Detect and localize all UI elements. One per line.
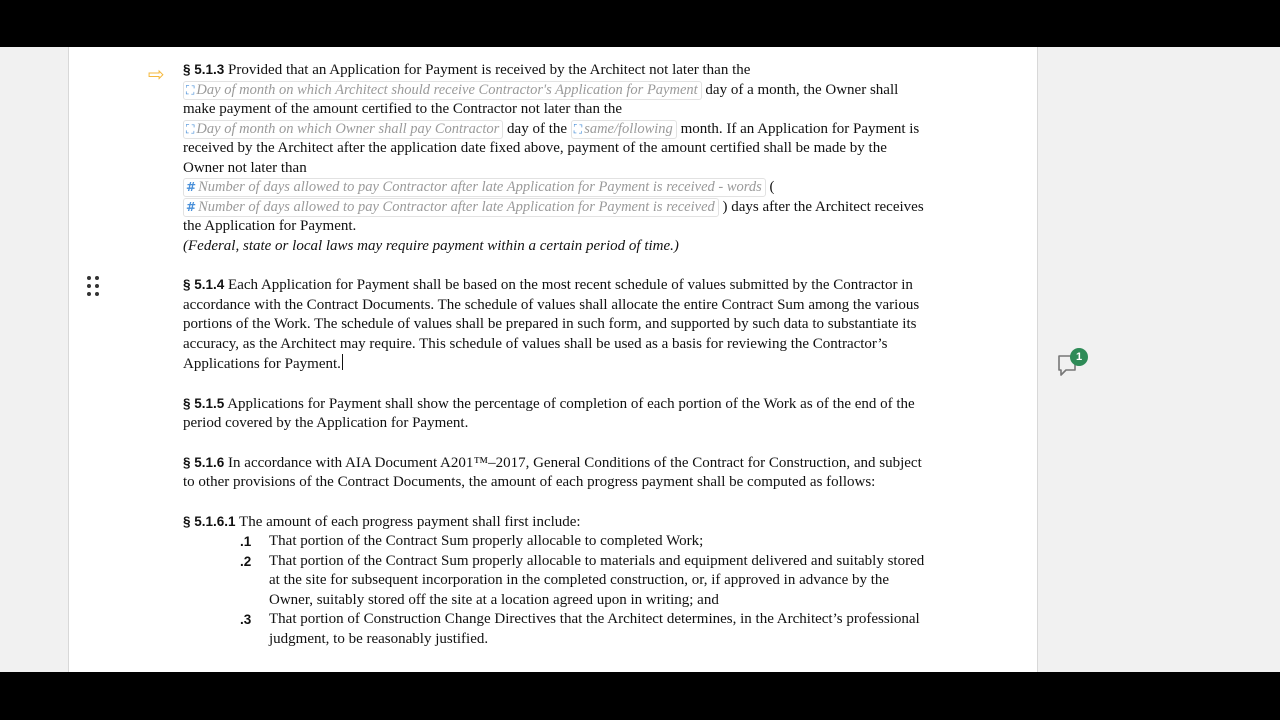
field-icon: ⛶ — [573, 121, 583, 136]
list-item: .2 That portion of the Contract Sum properly allocable to materials and equipment delivered and suitably stored at the site for subsequent incorporation in the completed construction, or, if approved in advance by the Owner, suitably stored off the site at a location agreed upon in writing; and — [240, 552, 925, 608]
section-5-1-6-1: § 5.1.6.1 The amount of each progress payment shall first include: .1 That portion of the Contract Sum properly allocable to completed Work; .2 That portion of the Contract Sum properly allocable to materials and equipment delivered and suitably stored at the site for subsequent incorporation in the completed construction, or, if approved in advance by the Owner, suitably stored off the site at a location agreed upon in writing; and .3 That portion of Construction Change Directives that the Architect determines, in the Architect’s professional judgment, to be reasonably justified. — [183, 512, 928, 650]
list-item: .3 That portion of Construction Change Directives that the Architect determines, in the Architect’s professional judgment, to be reasonably justified. — [240, 611, 920, 647]
field-day-architect-receives[interactable]: ⛶ Day of month on which Architect should receive Contractor's Application for Payment — [183, 81, 702, 100]
section-5-1-6: § 5.1.6 In accordance with AIA Document A201™–2017, General Conditions of the Contract for Construction, and subject to other provisions of the Contract Documents, the amount of each progress payment shall be computed as follows: — [183, 454, 922, 490]
section-5-1-4: § 5.1.4 Each Application for Payment shall be based on the most recent schedule of values submitted by the Contractor in accordance with the Contract Documents. The schedule of values shall allocate the entire Contract Sum among the various portions of the Work. The schedule of values shall be prepared in such form, and supported by such data to substantiate its accuracy, as the Architect may require. This schedule of values shall be used as a basis for reviewing the Contractor’s Applications for Payment. — [183, 277, 920, 372]
section-number: § 5.1.6.1 — [183, 513, 236, 529]
field-days-number[interactable]: # Number of days allowed to pay Contractor after late Application for Payment is received — [183, 198, 719, 217]
arrow-right-icon: ⇨ — [148, 62, 165, 86]
section-5-1-3: § 5.1.3 Provided that an Application for Payment is received by the Architect not later than the ⛶ Day of month on which Architect should receive Contractor's Application for Payment day of a month, the Owner shall make payment of the amount certified to the Contractor not later than the ⛶ Day of month on which Owner shall pay Contractor day of the ⛶ same/following month. If an Application for Payment is received by the Architect after the application date fixed above, payment of the amount certified shall be made by the Owner not later than # Number of days allowed to pay Contractor after late Application for Payment is received - words ( # Number of days allowed to pay Contractor after late Application for Payment is received ) days after the Architect receives the Application for Payment. (Federal, state or local laws may require payment within a certain period of time.) — [183, 62, 924, 254]
drag-handle-icon[interactable] — [87, 276, 101, 298]
comment-count-badge[interactable]: 1 — [1070, 348, 1088, 366]
document-page — [68, 47, 1038, 672]
number-field-icon: # — [186, 180, 197, 194]
note-text: (Federal, state or local laws may require payment within a certain period of time.) — [183, 237, 679, 254]
document-viewport[interactable] — [0, 47, 1280, 672]
section-5-1-5: § 5.1.5 Applications for Payment shall show the percentage of completion of each portion of the Work as of the end of the period covered by the Application for Payment. — [183, 395, 915, 431]
field-day-owner-pays[interactable]: ⛶ Day of month on which Owner shall pay Contractor — [183, 120, 503, 139]
bottom-bar — [0, 672, 1280, 720]
list-item: .1 That portion of the Contract Sum properly allocable to completed Work; — [240, 533, 704, 549]
section-number: § 5.1.4 — [183, 277, 225, 292]
section-number: § 5.1.5 — [183, 395, 225, 411]
field-days-words[interactable]: # Number of days allowed to pay Contractor after late Application for Payment is received - words — [183, 178, 766, 197]
document-content[interactable] — [183, 60, 928, 668]
section-number: § 5.1.6 — [183, 454, 225, 470]
number-field-icon: # — [186, 199, 197, 214]
text-cursor — [342, 354, 343, 370]
section-number: § 5.1.3 — [183, 62, 225, 77]
field-same-following[interactable]: ⛶ same/following — [571, 120, 677, 139]
field-icon: ⛶ — [186, 82, 195, 97]
field-icon: ⛶ — [186, 121, 195, 136]
top-bar — [0, 0, 1280, 47]
